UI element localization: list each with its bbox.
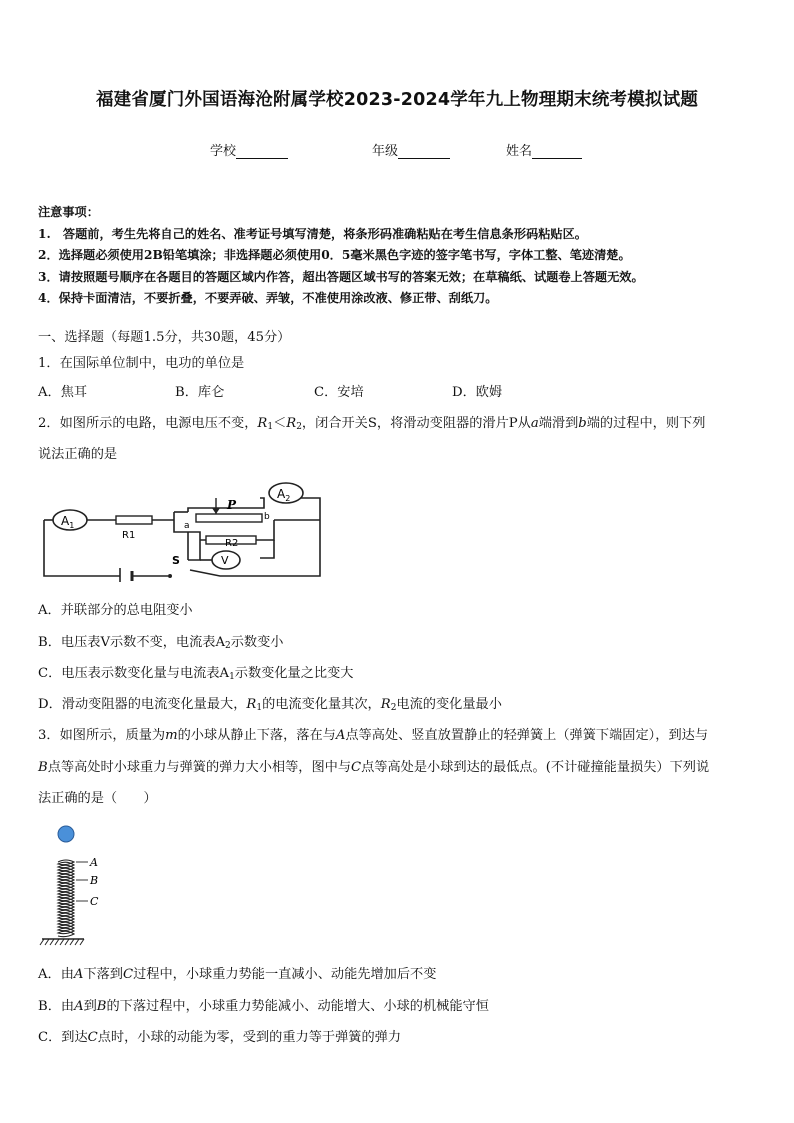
q3-l1-part-b: 的小球从静止下落，落在与 xyxy=(177,728,336,743)
q2-r1: R xyxy=(257,416,268,431)
ball-icon xyxy=(58,826,74,842)
q2-r2: R xyxy=(286,416,297,431)
resistor-r1-icon xyxy=(116,516,152,524)
school-blank[interactable] xyxy=(236,144,288,159)
name-field[interactable] xyxy=(506,140,582,159)
q2-stem-part-c: 端滑到 xyxy=(538,416,579,431)
q2-option-d-r2: R xyxy=(380,697,391,712)
q3-option-a-part-b: 下落到 xyxy=(83,967,123,982)
q2-option-c-part-a: C．电压表示数变化量与电流表A xyxy=(38,666,230,681)
q3-option-b-point-b: B xyxy=(96,999,107,1014)
q3-option-a-point-a: A xyxy=(73,967,84,982)
q3-option-b-part-b: 到 xyxy=(83,999,97,1014)
q2-stem xyxy=(38,409,705,442)
q2-option-b-part-b: 示数变小 xyxy=(230,635,284,650)
q3-option-a-part-a: A．由 xyxy=(38,967,74,982)
grade-label: 年级 xyxy=(372,144,399,159)
notes-block xyxy=(38,202,644,310)
spring-label-b: B xyxy=(90,874,99,887)
slider-p-label: P xyxy=(227,498,237,512)
q3-stem-line1 xyxy=(38,721,708,751)
q2-a: a xyxy=(530,416,539,431)
section-title: 一、选择题（每题1.5分，共30题，45分） xyxy=(38,330,291,345)
terminal-b-label: b xyxy=(264,512,270,522)
rheostat-icon xyxy=(196,514,262,522)
q2-option-d-r1-sub: 1 xyxy=(256,703,263,713)
resistor-r2-label: R2 xyxy=(225,538,239,549)
q2-option-d-r2-sub: 2 xyxy=(390,703,397,713)
q3-point-a: A xyxy=(335,728,346,743)
note-item-4: 4．保持卡面清洁，不要折叠，不要弄破、弄皱，不准使用涂改液、修正带、刮纸刀。 xyxy=(38,291,498,305)
name-blank[interactable] xyxy=(532,144,582,159)
q2-stem-part-a: 2．如图所示的电路，电源电压不变， xyxy=(38,416,258,431)
school-field[interactable] xyxy=(210,140,288,159)
q2-stem-part-b: ，闭合开关S，将滑动变阻器的滑片P从 xyxy=(301,416,531,431)
name-label: 姓名 xyxy=(506,144,533,159)
ammeter-a1-label: $A_1$ xyxy=(61,514,75,530)
q2-option-d-part-c: 电流的变化量最小 xyxy=(396,697,502,712)
q3-l2-part-b: 点等高处是小球到达的最低点。(不计碰撞能量损失）下列说 xyxy=(361,760,710,775)
q2-option-d-part-a: D．滑动变阻器的电流变化量最大， xyxy=(38,697,247,712)
q2-option-b[interactable] xyxy=(38,628,283,661)
terminal-a-label: a xyxy=(184,521,190,531)
spring-label-a: A xyxy=(90,856,98,869)
q3-option-b[interactable] xyxy=(38,992,489,1022)
q3-option-c-part-b: 点时，小球的动能为零，受到的重力等于弹簧的弹力 xyxy=(97,1030,402,1045)
note-item-2: 2．选择题必须使用2B铅笔填涂；非选择题必须使用0．5毫米黑色字迹的签字笔书写，字体工整、笔迹清楚。 xyxy=(38,248,631,262)
q2-less-than: ＜ xyxy=(273,416,287,431)
note-item-3: 3．请按照题号顺序在各题目的答题区域内作答，超出答题区域书写的答案无效；在草稿纸、试题卷上答题无效。 xyxy=(38,269,644,284)
resistor-r1-label: R1 xyxy=(122,530,136,541)
q3-point-b: B xyxy=(38,760,48,775)
switch-icon xyxy=(168,574,172,578)
voltmeter-label: V xyxy=(221,554,229,567)
notes-heading: 注意事项： xyxy=(38,205,99,219)
q3-l1-part-a: 3．如图所示，质量为 xyxy=(38,728,166,743)
q2-circuit-diagram xyxy=(38,476,326,582)
school-label: 学校 xyxy=(210,144,237,159)
q2-option-d-part-b: 的电流变化量其次， xyxy=(262,697,381,712)
grade-field[interactable] xyxy=(372,140,450,159)
switch-label: S xyxy=(172,554,180,567)
q3-l1-part-c: 点等高处、竖直放置静止的轻弹簧上（弹簧下端固定），到达与 xyxy=(345,728,709,743)
q2-option-c[interactable] xyxy=(38,659,353,692)
q3-l2-part-a: 点等高处时小球重力与弹簧的弹力大小相等，图中与 xyxy=(47,760,352,775)
q2-stem-part-d: 端的过程中，则下列 xyxy=(586,416,706,431)
spring-label-c: C xyxy=(90,895,99,908)
q3-m: m xyxy=(165,728,178,743)
q2-option-c-part-b: 示数变化量之比变大 xyxy=(234,666,354,681)
q3-option-a-part-c: 过程中，小球重力势能一直减小、动能先增加后不变 xyxy=(133,967,437,982)
q2-option-c-sub: 1 xyxy=(229,672,235,682)
q2-r2-sub: 2 xyxy=(296,422,302,432)
q1-option-d[interactable]: D．欧姆 xyxy=(452,385,503,400)
q1-option-b[interactable]: B．库仑 xyxy=(175,385,225,400)
q3-option-c-point-c: C xyxy=(87,1030,98,1045)
q2-option-b-part-a: B．电压表V示数不变，电流表A xyxy=(38,635,225,650)
note-item-1: 1. 答题前，考生先将自己的姓名、准考证号填写清楚，将条形码准确粘贴在考生信息条形码粘贴区。 xyxy=(38,226,587,241)
q3-spring-diagram xyxy=(38,822,118,948)
q1-option-a[interactable]: A．焦耳 xyxy=(38,385,88,400)
ground-hatch xyxy=(40,939,84,945)
q3-option-b-point-a: A xyxy=(74,999,84,1014)
q2-b: b xyxy=(578,416,587,431)
ammeter-a2-label: $A_2$ xyxy=(277,487,291,503)
q3-stem-line2 xyxy=(38,753,709,783)
q1-stem: 1．在国际单位制中，电功的单位是 xyxy=(38,356,245,371)
q3-option-a-point-c: C xyxy=(123,967,134,982)
q2-stem-line2: 说法正确的是 xyxy=(38,447,118,462)
q3-point-c: C xyxy=(351,760,362,775)
q3-option-c-part-a: C．到达 xyxy=(38,1030,88,1045)
q3-option-c[interactable] xyxy=(38,1023,401,1053)
q2-r1-sub: 1 xyxy=(267,422,274,432)
q1-option-c[interactable]: C．安培 xyxy=(314,385,364,400)
q2-option-d-r1: R xyxy=(246,697,257,712)
q3-stem-line3: 法正确的是（ ） xyxy=(38,791,157,806)
spring-icon xyxy=(58,860,74,937)
q2-option-a[interactable]: A．并联部分的总电阻变小 xyxy=(38,603,193,618)
page-title: 福建省厦门外国语海沧附属学校2023-2024学年九上物理期末统考模拟试题 xyxy=(95,90,699,110)
q3-option-b-part-a: B．由 xyxy=(38,999,75,1014)
q2-option-d[interactable] xyxy=(38,690,502,723)
grade-blank[interactable] xyxy=(398,144,450,159)
q3-option-b-part-c: 的下落过程中，小球重力势能减小、动能增大、小球的机械能守恒 xyxy=(106,999,489,1014)
q2-option-b-sub: 2 xyxy=(225,641,231,651)
q3-option-a[interactable] xyxy=(38,960,436,990)
